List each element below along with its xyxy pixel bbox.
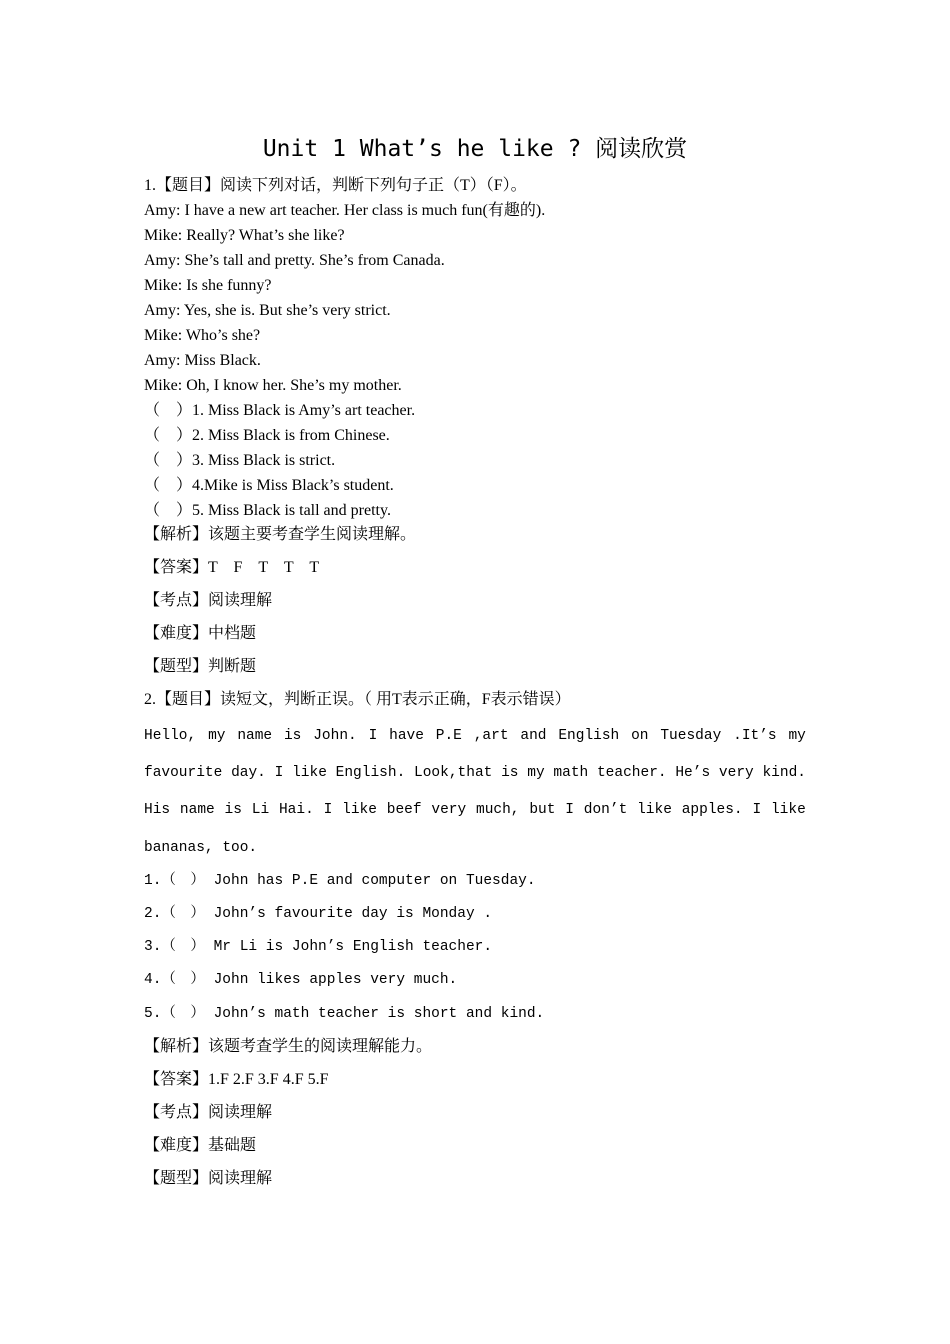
- dialogue-line: Mike: Really? What’s she like?: [144, 227, 345, 244]
- passage-word: like: [342, 802, 377, 818]
- passage-word: I: [565, 802, 574, 818]
- q1-point: 【考点】阅读理解: [144, 592, 273, 609]
- dialogue-line: Amy: She’s tall and pretty. She’s from Canada.: [144, 252, 445, 269]
- q1-difficulty: 【难度】中档题: [144, 625, 257, 642]
- passage-word: and: [520, 728, 547, 744]
- passage-word: but: [529, 802, 556, 818]
- passage-word: beef: [386, 802, 422, 818]
- passage-word: His: [144, 802, 171, 818]
- passage-word: is: [224, 802, 242, 818]
- passage-word: on: [631, 728, 649, 744]
- passage-word: much,: [476, 802, 520, 818]
- q1-analysis: 【解析】该题主要考查学生阅读理解。: [144, 526, 417, 543]
- passage-word: math: [553, 765, 589, 781]
- passage-word: Hai.: [278, 802, 314, 818]
- passage-word: my: [788, 728, 806, 744]
- passage-word: is: [283, 728, 302, 744]
- passage-word: Li: [251, 802, 270, 818]
- passage-word: have: [389, 728, 424, 744]
- q1-type: 【题型】判断题: [144, 658, 257, 675]
- passage-word: very: [431, 802, 467, 818]
- passage-word: .It’s: [733, 728, 777, 744]
- q1-item: （ ）1. Miss Black is Amy’s art teacher.: [144, 402, 416, 419]
- passage-word: English.: [335, 765, 406, 781]
- passage-word: ,art: [473, 728, 509, 744]
- passage-word: name: [237, 728, 273, 744]
- q1-item: （ ）3. Miss Black is strict.: [144, 452, 336, 469]
- passage-word: like: [770, 802, 806, 818]
- passage-word: John.: [313, 728, 357, 744]
- passage-word: my: [208, 728, 226, 744]
- passage-word: name: [179, 802, 215, 818]
- q1-answer: 【答案】T F T T T: [144, 559, 320, 576]
- passage-word: Hello,: [144, 728, 197, 744]
- q2-item: 1.（ ） John has P.E and computer on Tuesday.: [144, 873, 536, 889]
- passage-word: I: [274, 765, 284, 781]
- q2-prompt: 2.【题目】读短文，判断正误。（ 用T表示正确，F表示错误）: [144, 691, 571, 708]
- passage-word: teacher.: [596, 765, 667, 781]
- passage-line: bananas, too.: [144, 840, 258, 856]
- dialogue-line: Amy: Yes, she is. But she’s very strict.: [144, 302, 391, 319]
- passage-word: English: [558, 728, 620, 744]
- q2-point: 【考点】阅读理解: [144, 1104, 273, 1121]
- passage-line: [144, 800, 806, 820]
- passage-word: I: [752, 802, 762, 818]
- passage-word: my: [527, 765, 545, 781]
- q2-item: 5.（ ） John’s math teacher is short and kind.: [144, 1006, 545, 1022]
- passage-word: Look,that: [414, 765, 493, 781]
- q2-item: 4.（ ） John likes apples very much.: [144, 972, 458, 988]
- dialogue-line: Mike: Is she funny?: [144, 277, 272, 294]
- q2-item: 2.（ ） John’s favourite day is Monday .: [144, 906, 493, 922]
- dialogue-line: Amy: I have a new art teacher. Her class is much fun(有趣的).: [144, 202, 546, 219]
- passage-word: He’s: [675, 765, 711, 781]
- q2-answer: 【答案】1.F 2.F 3.F 4.F 5.F: [144, 1071, 329, 1088]
- q1-prompt: 1.【题目】阅读下列对话，判断下列句子正（T）（F）。: [144, 177, 527, 194]
- passage-word: apples.: [681, 802, 743, 818]
- passage-word: P.E: [435, 728, 462, 744]
- q1-item: （ ）5. Miss Black is tall and pretty.: [144, 502, 391, 519]
- passage-word: is: [501, 765, 519, 781]
- q1-item: （ ）4.Mike is Miss Black’s student.: [144, 477, 394, 494]
- dialogue-line: Mike: Oh, I know her. She’s my mother.: [144, 377, 402, 394]
- passage-word: kind.: [762, 765, 806, 781]
- page-title: Unit 1 What’s he like ? 阅读欣赏: [262, 136, 688, 162]
- q2-type: 【题型】阅读理解: [144, 1170, 273, 1187]
- passage-word: favourite: [144, 765, 223, 781]
- q2-difficulty: 【难度】基础题: [144, 1137, 257, 1154]
- passage-word: I: [368, 728, 378, 744]
- q2-analysis: 【解析】该题考查学生的阅读理解能力。: [144, 1038, 433, 1055]
- q2-item: 3.（ ） Mr Li is John’s English teacher.: [144, 939, 493, 955]
- passage-line: [144, 726, 806, 746]
- passage-line: [144, 763, 806, 783]
- q1-item: （ ）2. Miss Black is from Chinese.: [144, 427, 390, 444]
- passage-word: like: [292, 765, 327, 781]
- passage-word: like: [637, 802, 672, 818]
- passage-word: I: [323, 802, 333, 818]
- dialogue-line: Amy: Miss Black.: [144, 352, 261, 369]
- passage-word: Tuesday: [660, 728, 722, 744]
- passage-word: very: [718, 765, 754, 781]
- passage-word: don’t: [583, 802, 628, 818]
- dialogue-line: Mike: Who’s she?: [144, 327, 261, 344]
- passage-word: day.: [231, 765, 266, 781]
